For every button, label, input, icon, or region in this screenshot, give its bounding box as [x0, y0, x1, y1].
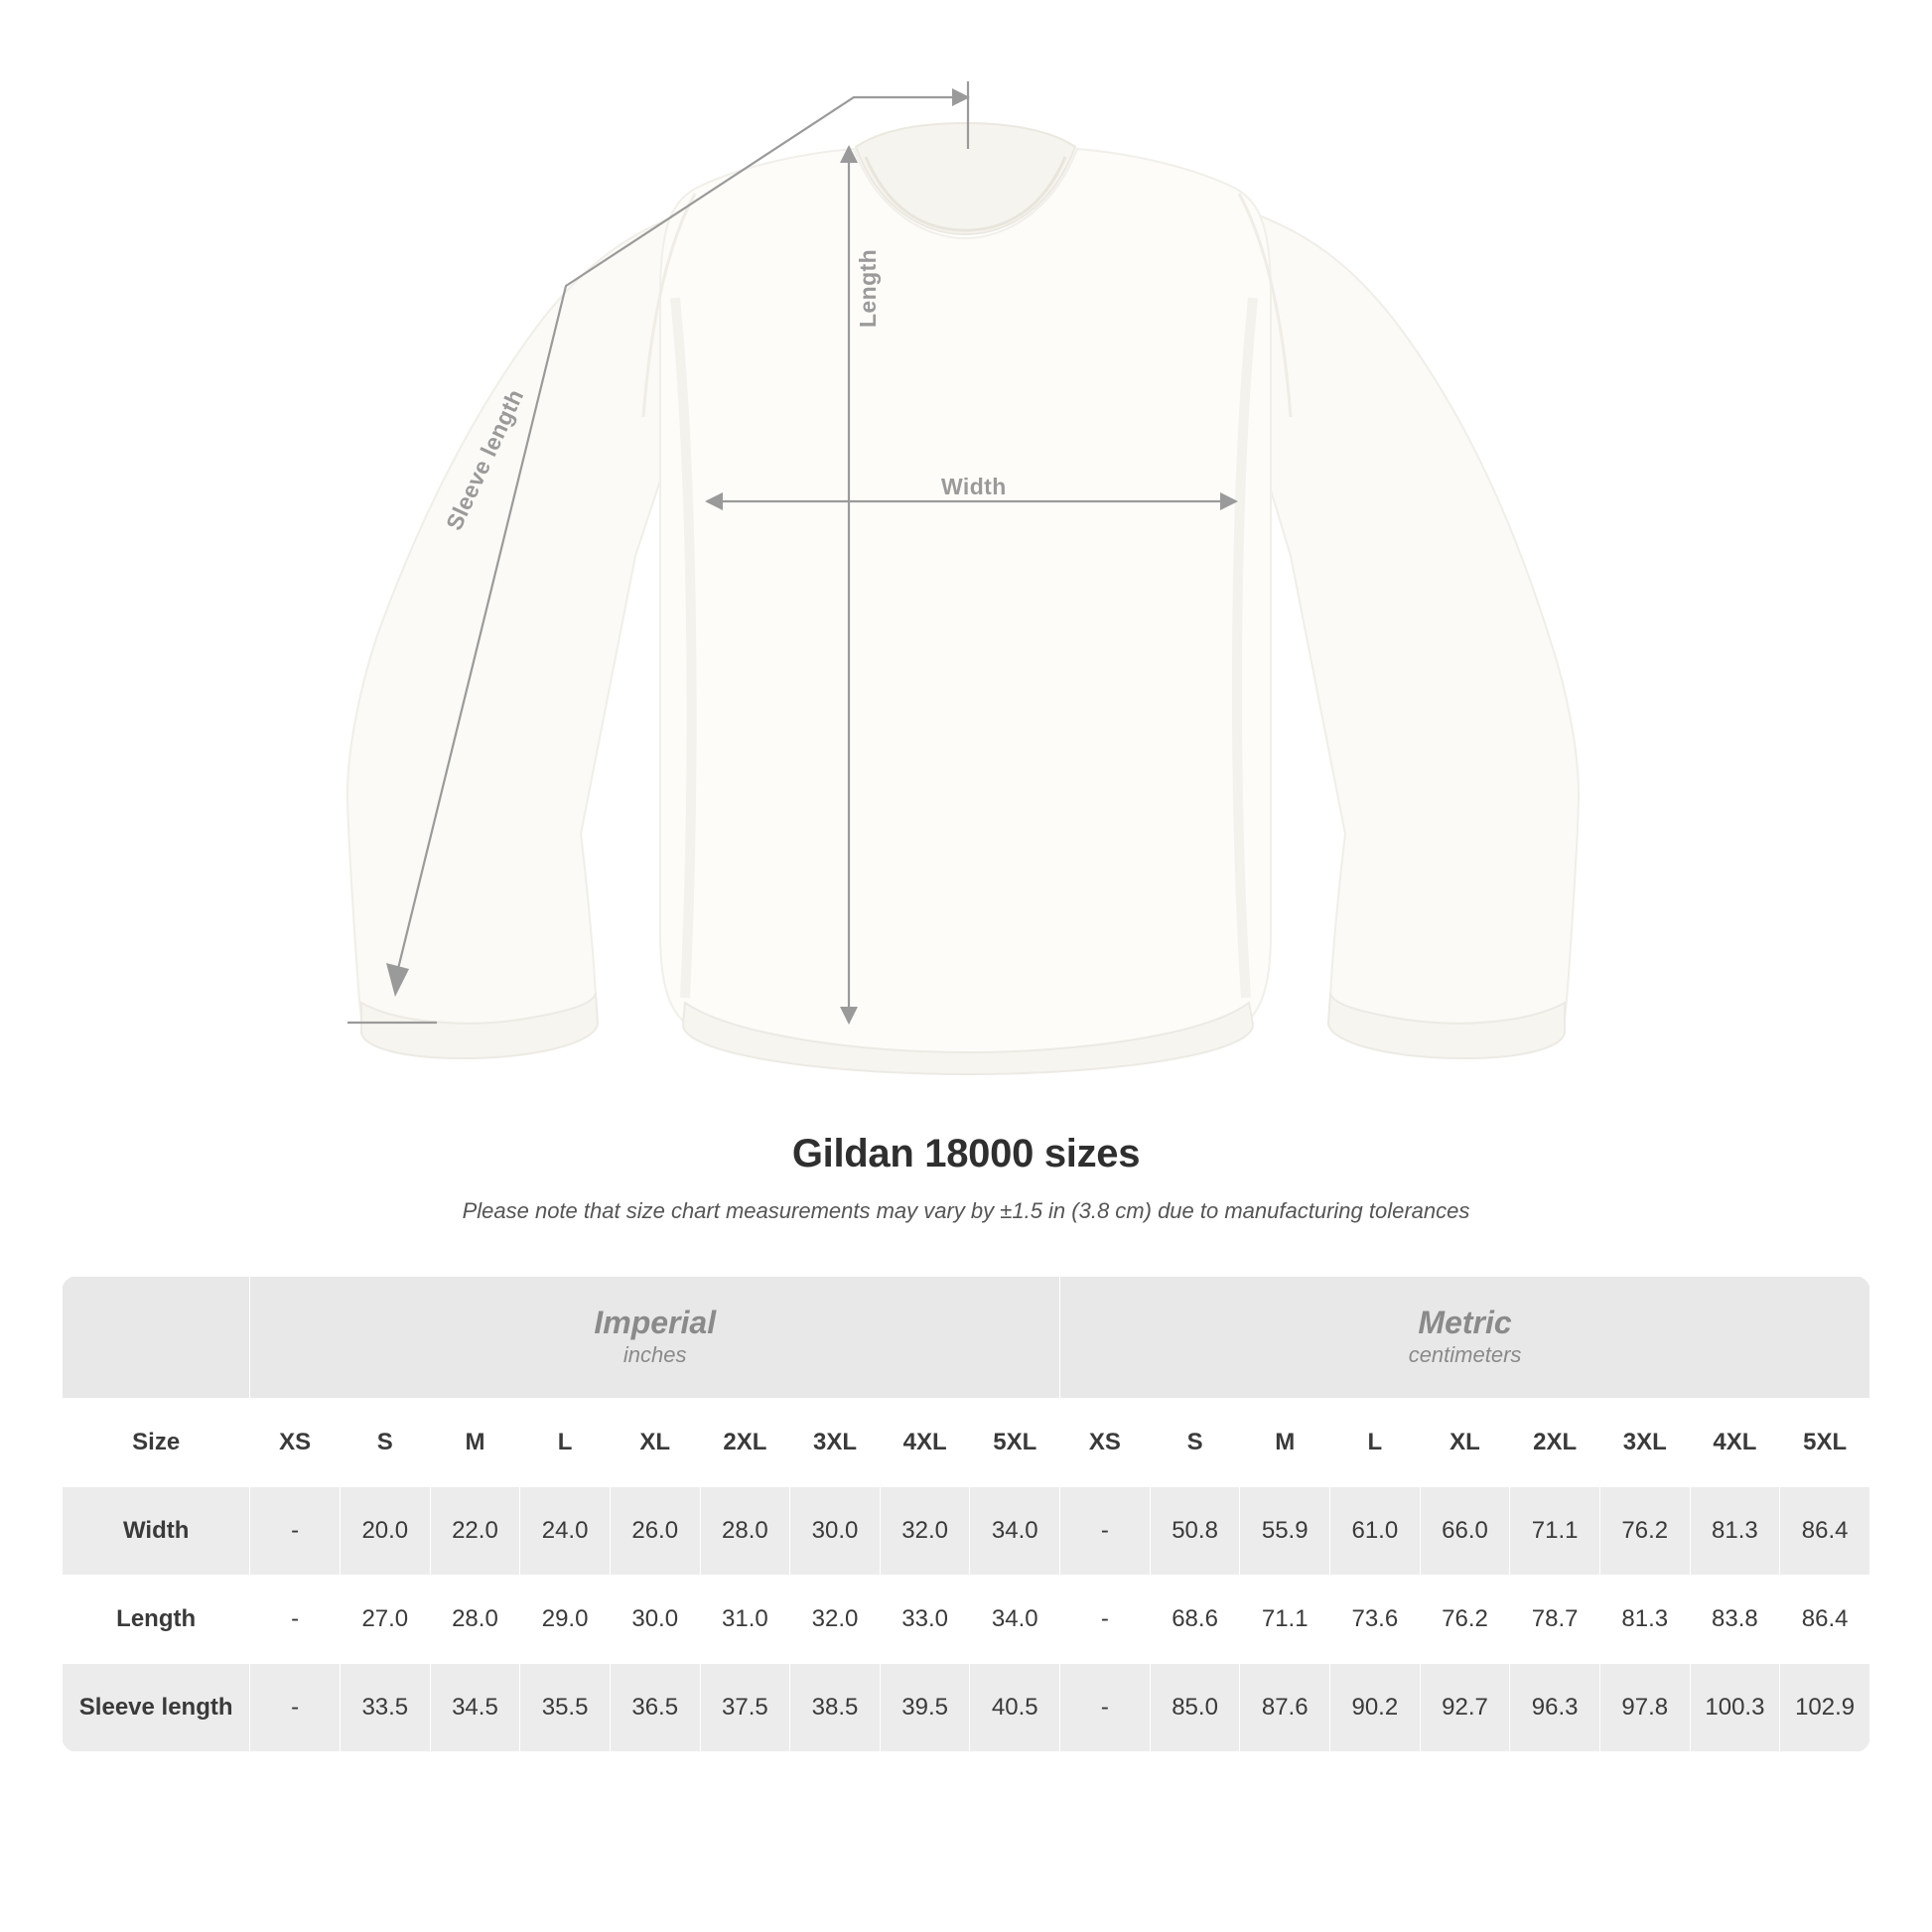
cell-width-imp-5xl: 34.0: [970, 1487, 1060, 1576]
cell-sleeve-met-3xl: 97.8: [1599, 1664, 1690, 1752]
cell-length-imp-2xl: 31.0: [700, 1576, 790, 1664]
size-header-imp-4xl: 4XL: [880, 1399, 970, 1487]
size-table: [62, 1276, 1870, 1752]
unit-group-metric-name: Metric: [1418, 1305, 1512, 1341]
size-header-met-l: L: [1330, 1399, 1421, 1487]
size-header-imp-s: S: [340, 1399, 430, 1487]
unit-group-imperial: [250, 1277, 1060, 1399]
cell-sleeve-imp-xl: 36.5: [610, 1664, 700, 1752]
cell-sleeve-met-4xl: 100.3: [1690, 1664, 1780, 1752]
unit-group-imperial-name: Imperial: [594, 1305, 717, 1341]
cell-length-met-s: 68.6: [1150, 1576, 1240, 1664]
size-header-met-s: S: [1150, 1399, 1240, 1487]
cell-width-met-m: 55.9: [1240, 1487, 1330, 1576]
cell-length-met-3xl: 81.3: [1599, 1576, 1690, 1664]
cell-width-met-xl: 66.0: [1420, 1487, 1510, 1576]
cell-length-imp-l: 29.0: [520, 1576, 611, 1664]
size-table-wrapper: [62, 1276, 1870, 1752]
cell-sleeve-imp-m: 34.5: [430, 1664, 520, 1752]
title-block: [0, 1132, 1932, 1224]
size-header-met-5xl: 5XL: [1780, 1399, 1870, 1487]
cell-width-met-4xl: 81.3: [1690, 1487, 1780, 1576]
size-header-label: Size: [63, 1399, 250, 1487]
cell-width-met-xs: -: [1060, 1487, 1151, 1576]
cell-length-met-2xl: 78.7: [1510, 1576, 1600, 1664]
size-header-met-3xl: 3XL: [1599, 1399, 1690, 1487]
cell-length-imp-s: 27.0: [340, 1576, 430, 1664]
cell-sleeve-met-m: 87.6: [1240, 1664, 1330, 1752]
length-dimension-label: Length: [855, 248, 881, 328]
cell-sleeve-met-xs: -: [1060, 1664, 1151, 1752]
cell-width-met-l: 61.0: [1330, 1487, 1421, 1576]
cell-width-imp-l: 24.0: [520, 1487, 611, 1576]
cell-width-imp-2xl: 28.0: [700, 1487, 790, 1576]
cell-width-met-3xl: 76.2: [1599, 1487, 1690, 1576]
size-header-row: [63, 1399, 1870, 1487]
size-header-met-m: M: [1240, 1399, 1330, 1487]
size-header-imp-m: M: [430, 1399, 520, 1487]
unit-group-metric-sub: centimeters: [1408, 1342, 1522, 1368]
unit-group-metric: [1060, 1277, 1870, 1399]
cell-width-imp-4xl: 32.0: [880, 1487, 970, 1576]
cell-sleeve-imp-5xl: 40.5: [970, 1664, 1060, 1752]
unit-group-imperial-sub: inches: [622, 1342, 687, 1368]
cell-length-imp-3xl: 32.0: [790, 1576, 881, 1664]
cell-width-imp-xs: -: [250, 1487, 341, 1576]
cell-sleeve-met-5xl: 102.9: [1780, 1664, 1870, 1752]
size-header-met-2xl: 2XL: [1510, 1399, 1600, 1487]
cell-sleeve-imp-l: 35.5: [520, 1664, 611, 1752]
size-header-met-xl: XL: [1420, 1399, 1510, 1487]
size-header-imp-5xl: 5XL: [970, 1399, 1060, 1487]
cell-sleeve-met-s: 85.0: [1150, 1664, 1240, 1752]
cell-sleeve-met-2xl: 96.3: [1510, 1664, 1600, 1752]
cell-length-imp-xs: -: [250, 1576, 341, 1664]
row-label-length: Length: [63, 1576, 250, 1664]
tolerance-note: Please note that size chart measurements may vary by ±1.5 in (3.8 cm) due to manufacturing tolerances: [462, 1198, 1470, 1223]
size-header-imp-xl: XL: [610, 1399, 700, 1487]
table-row: [63, 1576, 1870, 1664]
cell-width-met-2xl: 71.1: [1510, 1487, 1600, 1576]
cell-width-met-5xl: 86.4: [1780, 1487, 1870, 1576]
cell-length-imp-5xl: 34.0: [970, 1576, 1060, 1664]
width-dimension-label: Width: [941, 474, 1007, 499]
cell-sleeve-imp-3xl: 38.5: [790, 1664, 881, 1752]
cell-width-imp-3xl: 30.0: [790, 1487, 881, 1576]
cell-sleeve-imp-4xl: 39.5: [880, 1664, 970, 1752]
cell-length-imp-m: 28.0: [430, 1576, 520, 1664]
cell-length-met-xs: -: [1060, 1576, 1151, 1664]
cell-sleeve-imp-2xl: 37.5: [700, 1664, 790, 1752]
cell-sleeve-imp-s: 33.5: [340, 1664, 430, 1752]
cell-width-imp-xl: 26.0: [610, 1487, 700, 1576]
unit-header-row: [63, 1277, 1870, 1399]
page-title: Gildan 18000 sizes: [791, 1132, 1141, 1175]
size-header-met-xs: XS: [1060, 1399, 1151, 1487]
size-header-imp-xs: XS: [250, 1399, 341, 1487]
size-header-imp-2xl: 2XL: [700, 1399, 790, 1487]
cell-width-imp-m: 22.0: [430, 1487, 520, 1576]
cell-width-imp-s: 20.0: [340, 1487, 430, 1576]
cell-sleeve-imp-xs: -: [250, 1664, 341, 1752]
table-row: [63, 1487, 1870, 1576]
size-header-imp-3xl: 3XL: [790, 1399, 881, 1487]
cell-length-met-4xl: 83.8: [1690, 1576, 1780, 1664]
cell-length-met-xl: 76.2: [1420, 1576, 1510, 1664]
sleeve-length-dimension-label: Sleeve length: [441, 384, 529, 534]
cell-length-imp-xl: 30.0: [610, 1576, 700, 1664]
sweatshirt-shape: [347, 123, 1579, 1074]
table-row: [63, 1664, 1870, 1752]
cell-width-met-s: 50.8: [1150, 1487, 1240, 1576]
row-label-sleeve-length: Sleeve length: [63, 1664, 250, 1752]
cell-length-imp-4xl: 33.0: [880, 1576, 970, 1664]
cell-length-met-5xl: 86.4: [1780, 1576, 1870, 1664]
size-header-met-4xl: 4XL: [1690, 1399, 1780, 1487]
cell-length-met-m: 71.1: [1240, 1576, 1330, 1664]
cell-length-met-l: 73.6: [1330, 1576, 1421, 1664]
cell-sleeve-met-xl: 92.7: [1420, 1664, 1510, 1752]
cell-sleeve-met-l: 90.2: [1330, 1664, 1421, 1752]
size-header-imp-l: L: [520, 1399, 611, 1487]
unit-header-spacer: [63, 1277, 250, 1399]
row-label-width: Width: [63, 1487, 250, 1576]
